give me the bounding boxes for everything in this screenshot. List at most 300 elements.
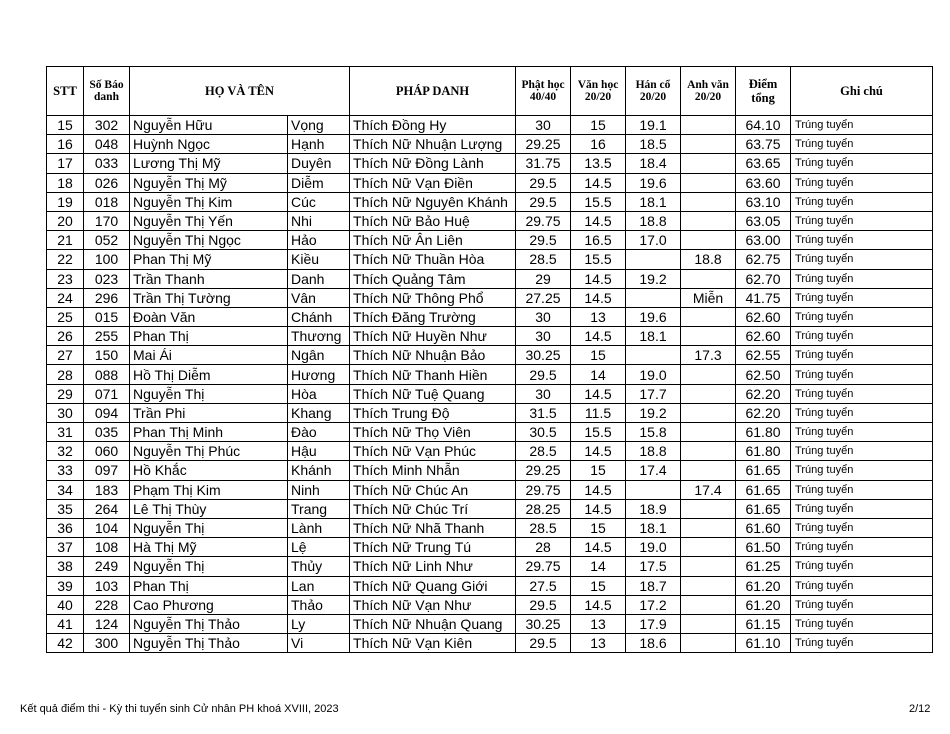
cell-ho-lot: Phan Thị xyxy=(130,327,288,346)
cell-stt: 19 xyxy=(47,192,84,211)
cell-anh-van xyxy=(681,442,736,461)
header-diem-tong: Điểm tổng xyxy=(736,67,791,116)
footer-caption: Kết quả điểm thi - Kỳ thi tuyển sinh Cử nhân PH khoá XVIII, 2023 xyxy=(20,703,339,715)
cell-phap-danh: Thích Nữ Nhuận Lượng xyxy=(350,135,516,154)
cell-han-co: 17.7 xyxy=(626,384,681,403)
cell-phap-danh: Thích Nữ Nhuận Bảo xyxy=(350,346,516,365)
cell-sbd: 183 xyxy=(84,480,130,499)
cell-van-hoc: 15 xyxy=(571,346,626,365)
cell-diem-tong: 63.10 xyxy=(736,192,791,211)
cell-sbd: 170 xyxy=(84,211,130,230)
cell-phap-danh: Thích Nữ Quang Giới xyxy=(350,576,516,595)
cell-phat-hoc: 28.5 xyxy=(516,442,571,461)
cell-phap-danh: Thích Trung Độ xyxy=(350,403,516,422)
cell-van-hoc: 14.5 xyxy=(571,595,626,614)
cell-han-co xyxy=(626,346,681,365)
cell-van-hoc: 14 xyxy=(571,365,626,384)
cell-ghi-chu: Trúng tuyển xyxy=(791,173,933,192)
cell-ten: Vân xyxy=(288,288,350,307)
cell-anh-van xyxy=(681,192,736,211)
cell-anh-van xyxy=(681,365,736,384)
cell-sbd: 060 xyxy=(84,442,130,461)
cell-diem-tong: 64.10 xyxy=(736,116,791,135)
cell-han-co: 19.0 xyxy=(626,365,681,384)
cell-diem-tong: 41.75 xyxy=(736,288,791,307)
table-row xyxy=(47,346,933,365)
cell-phat-hoc: 27.5 xyxy=(516,576,571,595)
cell-stt: 35 xyxy=(47,499,84,518)
cell-phap-danh: Thích Nữ Chúc Trí xyxy=(350,499,516,518)
cell-van-hoc: 15 xyxy=(571,518,626,537)
cell-van-hoc: 15 xyxy=(571,461,626,480)
cell-phap-danh: Thích Nữ Ân Liên xyxy=(350,231,516,250)
cell-phat-hoc: 29.75 xyxy=(516,557,571,576)
cell-phat-hoc: 30.5 xyxy=(516,423,571,442)
table-body xyxy=(47,116,933,653)
cell-anh-van xyxy=(681,403,736,422)
cell-sbd: 071 xyxy=(84,384,130,403)
cell-ho-lot: Trần Thị Tường xyxy=(130,288,288,307)
cell-diem-tong: 62.60 xyxy=(736,327,791,346)
cell-ghi-chu: Trúng tuyển xyxy=(791,327,933,346)
cell-van-hoc: 15.5 xyxy=(571,250,626,269)
cell-diem-tong: 61.80 xyxy=(736,423,791,442)
table-row xyxy=(47,154,933,173)
table-row xyxy=(47,461,933,480)
cell-diem-tong: 61.65 xyxy=(736,480,791,499)
cell-ghi-chu: Trúng tuyển xyxy=(791,557,933,576)
cell-ten: Vọng xyxy=(288,116,350,135)
cell-anh-van: 18.8 xyxy=(681,250,736,269)
cell-stt: 24 xyxy=(47,288,84,307)
cell-stt: 29 xyxy=(47,384,84,403)
cell-ghi-chu: Trúng tuyển xyxy=(791,154,933,173)
cell-stt: 32 xyxy=(47,442,84,461)
cell-ten: Thương xyxy=(288,327,350,346)
cell-ghi-chu: Trúng tuyển xyxy=(791,365,933,384)
cell-han-co: 17.5 xyxy=(626,557,681,576)
cell-anh-van xyxy=(681,384,736,403)
cell-ghi-chu: Trúng tuyển xyxy=(791,135,933,154)
table-row xyxy=(47,538,933,557)
cell-han-co: 19.6 xyxy=(626,173,681,192)
cell-sbd: 296 xyxy=(84,288,130,307)
cell-sbd: 302 xyxy=(84,116,130,135)
cell-ghi-chu: Trúng tuyển xyxy=(791,499,933,518)
cell-diem-tong: 61.65 xyxy=(736,499,791,518)
cell-anh-van xyxy=(681,173,736,192)
cell-van-hoc: 14.5 xyxy=(571,538,626,557)
cell-diem-tong: 62.70 xyxy=(736,269,791,288)
cell-phat-hoc: 29 xyxy=(516,269,571,288)
cell-stt: 38 xyxy=(47,557,84,576)
cell-diem-tong: 63.65 xyxy=(736,154,791,173)
cell-ghi-chu: Trúng tuyển xyxy=(791,403,933,422)
cell-van-hoc: 15 xyxy=(571,116,626,135)
cell-van-hoc: 16.5 xyxy=(571,231,626,250)
cell-phat-hoc: 31.5 xyxy=(516,403,571,422)
cell-phap-danh: Thích Nữ Chúc An xyxy=(350,480,516,499)
header-ghi-chu: Ghi chú xyxy=(791,67,933,116)
cell-stt: 42 xyxy=(47,634,84,653)
cell-anh-van xyxy=(681,154,736,173)
cell-ghi-chu: Trúng tuyển xyxy=(791,576,933,595)
table-row xyxy=(47,480,933,499)
cell-phap-danh: Thích Nữ Huyền Như xyxy=(350,327,516,346)
cell-van-hoc: 14.5 xyxy=(571,442,626,461)
cell-phap-danh: Thích Nữ Vạn Như xyxy=(350,595,516,614)
cell-diem-tong: 62.20 xyxy=(736,384,791,403)
cell-van-hoc: 16 xyxy=(571,135,626,154)
cell-stt: 39 xyxy=(47,576,84,595)
cell-van-hoc: 15.5 xyxy=(571,192,626,211)
table-row xyxy=(47,365,933,384)
cell-diem-tong: 63.75 xyxy=(736,135,791,154)
cell-han-co: 17.0 xyxy=(626,231,681,250)
cell-anh-van xyxy=(681,538,736,557)
cell-phat-hoc: 30 xyxy=(516,307,571,326)
cell-ten: Hương xyxy=(288,365,350,384)
cell-anh-van xyxy=(681,231,736,250)
cell-van-hoc: 14.5 xyxy=(571,499,626,518)
cell-anh-van: Miễn xyxy=(681,288,736,307)
cell-ghi-chu: Trúng tuyển xyxy=(791,442,933,461)
cell-diem-tong: 61.20 xyxy=(736,595,791,614)
cell-phat-hoc: 27.25 xyxy=(516,288,571,307)
cell-ho-lot: Hồ Khắc xyxy=(130,461,288,480)
cell-phat-hoc: 29.5 xyxy=(516,192,571,211)
table-row xyxy=(47,269,933,288)
cell-ho-lot: Nguyễn Thị xyxy=(130,384,288,403)
cell-diem-tong: 62.60 xyxy=(736,307,791,326)
cell-ten: Lan xyxy=(288,576,350,595)
cell-ho-lot: Đoàn Văn xyxy=(130,307,288,326)
cell-ghi-chu: Trúng tuyển xyxy=(791,518,933,537)
cell-stt: 15 xyxy=(47,116,84,135)
cell-van-hoc: 14.5 xyxy=(571,288,626,307)
cell-ho-lot: Cao Phương xyxy=(130,595,288,614)
cell-ho-lot: Phan Thị Minh xyxy=(130,423,288,442)
cell-ho-lot: Nguyễn Thị Kim xyxy=(130,192,288,211)
cell-phat-hoc: 29.75 xyxy=(516,480,571,499)
cell-ghi-chu: Trúng tuyển xyxy=(791,614,933,633)
cell-ho-lot: Nguyễn Thị Mỹ xyxy=(130,173,288,192)
cell-stt: 40 xyxy=(47,595,84,614)
cell-diem-tong: 61.60 xyxy=(736,518,791,537)
cell-ghi-chu: Trúng tuyển xyxy=(791,116,933,135)
cell-ghi-chu: Trúng tuyển xyxy=(791,538,933,557)
cell-diem-tong: 61.50 xyxy=(736,538,791,557)
cell-sbd: 255 xyxy=(84,327,130,346)
cell-han-co xyxy=(626,288,681,307)
cell-anh-van xyxy=(681,576,736,595)
cell-ghi-chu: Trúng tuyển xyxy=(791,231,933,250)
cell-diem-tong: 62.55 xyxy=(736,346,791,365)
table-row xyxy=(47,288,933,307)
cell-han-co: 18.7 xyxy=(626,576,681,595)
cell-ten: Thủy xyxy=(288,557,350,576)
cell-ghi-chu: Trúng tuyển xyxy=(791,346,933,365)
cell-phat-hoc: 29.5 xyxy=(516,634,571,653)
cell-sbd: 018 xyxy=(84,192,130,211)
cell-anh-van: 17.3 xyxy=(681,346,736,365)
cell-van-hoc: 15 xyxy=(571,576,626,595)
cell-van-hoc: 13.5 xyxy=(571,154,626,173)
cell-ho-lot: Hà Thị Mỹ xyxy=(130,538,288,557)
cell-han-co: 19.1 xyxy=(626,116,681,135)
cell-sbd: 026 xyxy=(84,173,130,192)
cell-stt: 37 xyxy=(47,538,84,557)
cell-phat-hoc: 30.25 xyxy=(516,346,571,365)
cell-anh-van xyxy=(681,116,736,135)
cell-ten: Nhi xyxy=(288,211,350,230)
table-row xyxy=(47,403,933,422)
cell-ho-lot: Nguyễn Thị Ngọc xyxy=(130,231,288,250)
header-anh-van: Anh văn 20/20 xyxy=(681,67,736,116)
header-van-hoc: Văn học 20/20 xyxy=(571,67,626,116)
cell-han-co xyxy=(626,250,681,269)
cell-van-hoc: 13 xyxy=(571,307,626,326)
cell-anh-van xyxy=(681,499,736,518)
cell-phap-danh: Thích Nữ Thuần Hòa xyxy=(350,250,516,269)
cell-diem-tong: 61.65 xyxy=(736,461,791,480)
table-row xyxy=(47,135,933,154)
cell-anh-van xyxy=(681,634,736,653)
cell-stt: 30 xyxy=(47,403,84,422)
cell-sbd: 100 xyxy=(84,250,130,269)
cell-ten: Diễm xyxy=(288,173,350,192)
cell-anh-van xyxy=(681,614,736,633)
cell-han-co: 18.9 xyxy=(626,499,681,518)
cell-stt: 18 xyxy=(47,173,84,192)
cell-phat-hoc: 28.5 xyxy=(516,250,571,269)
cell-phat-hoc: 29.5 xyxy=(516,595,571,614)
cell-ho-lot: Trần Phi xyxy=(130,403,288,422)
cell-ten: Ngân xyxy=(288,346,350,365)
cell-sbd: 048 xyxy=(84,135,130,154)
cell-ho-lot: Phan Thị xyxy=(130,576,288,595)
table-row xyxy=(47,423,933,442)
table-row xyxy=(47,518,933,537)
cell-ho-lot: Phạm Thị Kim xyxy=(130,480,288,499)
cell-anh-van xyxy=(681,327,736,346)
cell-stt: 33 xyxy=(47,461,84,480)
cell-stt: 28 xyxy=(47,365,84,384)
cell-han-co: 18.6 xyxy=(626,634,681,653)
cell-van-hoc: 14.5 xyxy=(571,384,626,403)
cell-han-co: 15.8 xyxy=(626,423,681,442)
cell-ten: Ly xyxy=(288,614,350,633)
header-stt: STT xyxy=(47,67,84,116)
cell-diem-tong: 61.20 xyxy=(736,576,791,595)
cell-diem-tong: 63.60 xyxy=(736,173,791,192)
cell-han-co: 19.2 xyxy=(626,269,681,288)
cell-van-hoc: 15.5 xyxy=(571,423,626,442)
cell-sbd: 249 xyxy=(84,557,130,576)
cell-van-hoc: 13 xyxy=(571,614,626,633)
cell-ho-lot: Nguyễn Thị xyxy=(130,557,288,576)
cell-ghi-chu: Trúng tuyển xyxy=(791,192,933,211)
cell-ghi-chu: Trúng tuyển xyxy=(791,461,933,480)
header-sbd: Số Báo danh xyxy=(84,67,130,116)
table-row xyxy=(47,634,933,653)
cell-stt: 36 xyxy=(47,518,84,537)
cell-phap-danh: Thích Nữ Vạn Điền xyxy=(350,173,516,192)
cell-phat-hoc: 28 xyxy=(516,538,571,557)
cell-phap-danh: Thích Nữ Vạn Kiên xyxy=(350,634,516,653)
cell-ten: Đào xyxy=(288,423,350,442)
cell-han-co: 18.8 xyxy=(626,211,681,230)
cell-ghi-chu: Trúng tuyển xyxy=(791,384,933,403)
header-phat-hoc: Phật học 40/40 xyxy=(516,67,571,116)
table-row xyxy=(47,192,933,211)
cell-ten: Ninh xyxy=(288,480,350,499)
cell-phap-danh: Thích Nữ Nhã Thanh xyxy=(350,518,516,537)
cell-phap-danh: Thích Nữ Vạn Phúc xyxy=(350,442,516,461)
cell-van-hoc: 14.5 xyxy=(571,211,626,230)
cell-han-co: 18.4 xyxy=(626,154,681,173)
cell-sbd: 228 xyxy=(84,595,130,614)
cell-ten: Thảo xyxy=(288,595,350,614)
cell-diem-tong: 62.75 xyxy=(736,250,791,269)
table-row xyxy=(47,576,933,595)
cell-ten: Lành xyxy=(288,518,350,537)
table-row xyxy=(47,557,933,576)
cell-phat-hoc: 29.5 xyxy=(516,173,571,192)
cell-ten: Trang xyxy=(288,499,350,518)
cell-ten: Chánh xyxy=(288,307,350,326)
cell-ten: Khang xyxy=(288,403,350,422)
cell-phap-danh: Thích Nữ Thanh Hiền xyxy=(350,365,516,384)
cell-phap-danh: Thích Nữ Thọ Viên xyxy=(350,423,516,442)
header-phap-danh: PHÁP DANH xyxy=(350,67,516,116)
cell-diem-tong: 62.20 xyxy=(736,403,791,422)
cell-phat-hoc: 30.25 xyxy=(516,614,571,633)
cell-ho-lot: Nguyễn Thị xyxy=(130,518,288,537)
cell-phat-hoc: 29.25 xyxy=(516,135,571,154)
cell-sbd: 023 xyxy=(84,269,130,288)
cell-ghi-chu: Trúng tuyển xyxy=(791,595,933,614)
table-row xyxy=(47,614,933,633)
cell-ho-lot: Lương Thị Mỹ xyxy=(130,154,288,173)
cell-ho-lot: Nguyễn Hữu xyxy=(130,116,288,135)
cell-sbd: 052 xyxy=(84,231,130,250)
cell-stt: 27 xyxy=(47,346,84,365)
cell-phap-danh: Thích Nữ Nhuận Quang xyxy=(350,614,516,633)
cell-stt: 23 xyxy=(47,269,84,288)
header-han-co: Hán cổ 20/20 xyxy=(626,67,681,116)
cell-stt: 31 xyxy=(47,423,84,442)
cell-ghi-chu: Trúng tuyển xyxy=(791,250,933,269)
cell-phap-danh: Thích Nữ Thông Phổ xyxy=(350,288,516,307)
table-row xyxy=(47,307,933,326)
cell-sbd: 035 xyxy=(84,423,130,442)
table-row xyxy=(47,250,933,269)
cell-han-co: 18.5 xyxy=(626,135,681,154)
cell-phap-danh: Thích Nữ Bảo Huệ xyxy=(350,211,516,230)
table-row xyxy=(47,116,933,135)
cell-van-hoc: 13 xyxy=(571,634,626,653)
table-header xyxy=(47,67,933,116)
cell-sbd: 300 xyxy=(84,634,130,653)
cell-phap-danh: Thích Quảng Tâm xyxy=(350,269,516,288)
cell-ghi-chu: Trúng tuyển xyxy=(791,269,933,288)
cell-sbd: 088 xyxy=(84,365,130,384)
cell-ho-lot: Nguyễn Thị Phúc xyxy=(130,442,288,461)
cell-ten: Danh xyxy=(288,269,350,288)
cell-stt: 22 xyxy=(47,250,84,269)
cell-stt: 17 xyxy=(47,154,84,173)
cell-van-hoc: 11.5 xyxy=(571,403,626,422)
table-row xyxy=(47,173,933,192)
cell-sbd: 108 xyxy=(84,538,130,557)
cell-han-co: 18.1 xyxy=(626,192,681,211)
cell-diem-tong: 61.80 xyxy=(736,442,791,461)
cell-phap-danh: Thích Nữ Đồng Lành xyxy=(350,154,516,173)
cell-ho-lot: Trần Thanh xyxy=(130,269,288,288)
cell-han-co: 17.4 xyxy=(626,461,681,480)
cell-ho-lot: Nguyễn Thị Yến xyxy=(130,211,288,230)
cell-anh-van xyxy=(681,135,736,154)
cell-ghi-chu: Trúng tuyển xyxy=(791,211,933,230)
table-row xyxy=(47,231,933,250)
cell-phap-danh: Thích Nữ Tuệ Quang xyxy=(350,384,516,403)
cell-stt: 21 xyxy=(47,231,84,250)
cell-stt: 20 xyxy=(47,211,84,230)
cell-sbd: 094 xyxy=(84,403,130,422)
cell-ten: Vi xyxy=(288,634,350,653)
cell-diem-tong: 61.10 xyxy=(736,634,791,653)
cell-sbd: 124 xyxy=(84,614,130,633)
cell-sbd: 104 xyxy=(84,518,130,537)
cell-ho-lot: Nguyễn Thị Thảo xyxy=(130,634,288,653)
cell-ghi-chu: Trúng tuyển xyxy=(791,423,933,442)
cell-sbd: 264 xyxy=(84,499,130,518)
cell-phat-hoc: 30 xyxy=(516,384,571,403)
cell-van-hoc: 14.5 xyxy=(571,173,626,192)
cell-sbd: 150 xyxy=(84,346,130,365)
cell-phat-hoc: 28.5 xyxy=(516,518,571,537)
cell-van-hoc: 14.5 xyxy=(571,327,626,346)
cell-han-co: 17.2 xyxy=(626,595,681,614)
header-name: HỌ VÀ TÊN xyxy=(130,67,350,116)
table-row xyxy=(47,384,933,403)
table-row xyxy=(47,442,933,461)
cell-ho-lot: Nguyễn Thị Thảo xyxy=(130,614,288,633)
cell-phap-danh: Thích Nữ Nguyên Khánh xyxy=(350,192,516,211)
results-table xyxy=(46,66,933,653)
cell-han-co: 19.0 xyxy=(626,538,681,557)
cell-han-co: 18.8 xyxy=(626,442,681,461)
cell-stt: 26 xyxy=(47,327,84,346)
table-row xyxy=(47,595,933,614)
cell-ten: Cúc xyxy=(288,192,350,211)
cell-anh-van xyxy=(681,307,736,326)
cell-han-co: 18.1 xyxy=(626,327,681,346)
cell-han-co: 17.9 xyxy=(626,614,681,633)
cell-han-co: 19.2 xyxy=(626,403,681,422)
cell-sbd: 015 xyxy=(84,307,130,326)
cell-ghi-chu: Trúng tuyển xyxy=(791,634,933,653)
cell-phat-hoc: 29.5 xyxy=(516,365,571,384)
cell-phat-hoc: 28.25 xyxy=(516,499,571,518)
cell-anh-van xyxy=(681,423,736,442)
table-row xyxy=(47,327,933,346)
cell-anh-van xyxy=(681,518,736,537)
cell-han-co: 19.6 xyxy=(626,307,681,326)
cell-diem-tong: 63.05 xyxy=(736,211,791,230)
cell-diem-tong: 61.15 xyxy=(736,614,791,633)
